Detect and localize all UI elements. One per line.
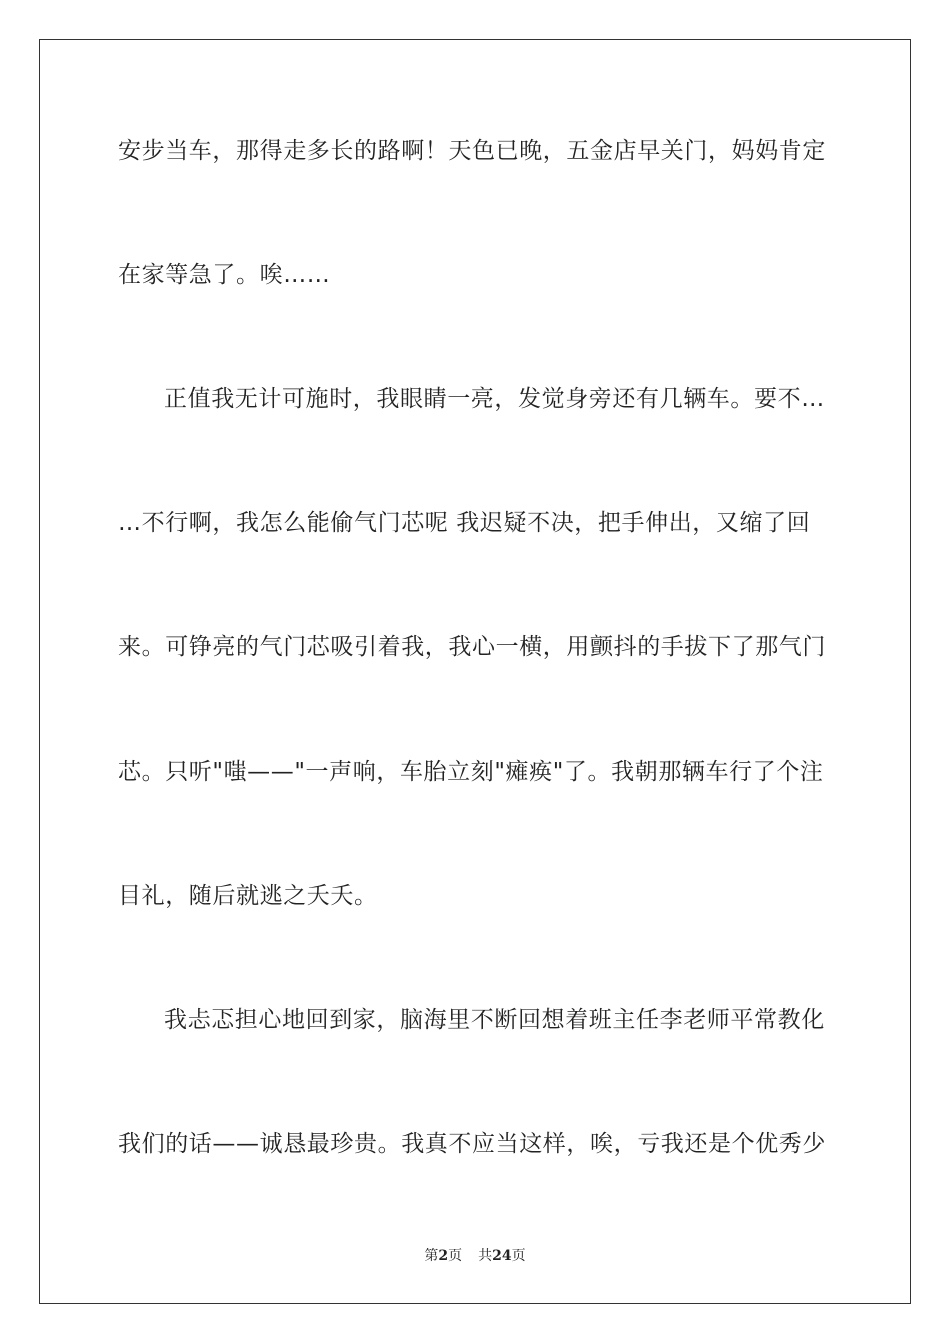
text-line: 目礼，随后就逃之夭夭。 (118, 883, 378, 909)
paragraph-start-line: 我忐忑担心地回到家，脑海里不断回想着班主任李老师平常教化 (164, 1007, 825, 1033)
text-line: 我们的话——诚恳最珍贵。我真不应当这样，唉，亏我还是个优秀少 (118, 1131, 826, 1157)
text-line: 来。可铮亮的气门芯吸引着我，我心一横，用颤抖的手拔下了那气门 (118, 634, 826, 660)
total-pages-number: 24 (492, 1248, 512, 1264)
text-line: 芯。只听"嗤——"一声响，车胎立刻"瘫痪"了。我朝那辆车行了个注 (118, 759, 824, 785)
text-line: 在家等急了。唉…… (118, 262, 331, 288)
total-label-suffix: 页 (511, 1248, 526, 1264)
total-label-prefix: 共 (478, 1248, 493, 1264)
text-line: 安步当车，那得走多长的路啊！天色已晚，五金店早关门，妈妈肯定 (118, 138, 826, 164)
page-footer (0, 1247, 950, 1265)
text-line: …不行啊，我怎么能偷气门芯呢 我迟疑不决，把手伸出，又缩了回 (118, 510, 811, 536)
current-page-number: 2 (438, 1248, 449, 1264)
page-label-prefix: 第 (424, 1248, 439, 1264)
paragraph-start-line: 正值我无计可施时，我眼睛一亮，发觉身旁还有几辆车。要不… (164, 386, 825, 412)
page-border (39, 39, 911, 1304)
page-label-suffix: 页 (448, 1248, 463, 1264)
